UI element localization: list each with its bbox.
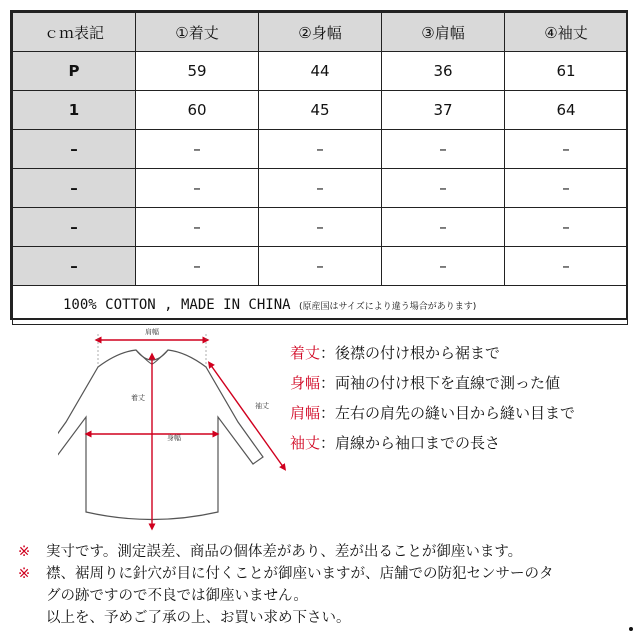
- table-cell: –: [382, 208, 505, 247]
- table-cell: 36: [382, 52, 505, 91]
- size-label: –: [13, 247, 136, 286]
- shoulder-diagram-label: 肩幅: [145, 328, 159, 336]
- legend-desc: ：左右の肩先の縫い目から縫い目まで: [320, 404, 576, 422]
- legend-item: [290, 374, 630, 404]
- table-cell: –: [136, 130, 259, 169]
- legend-desc: ：両袖の付け根下を直線で測った値: [320, 374, 561, 392]
- table-row: [13, 247, 628, 286]
- note-text: 襟、裾周りに針穴が目に付くことが御座いますが、店舗での防犯センサーのタ: [46, 566, 554, 582]
- material-text: 100% COTTON , MADE IN CHINA: [63, 297, 291, 313]
- table-cell: –: [505, 208, 628, 247]
- sleeve-diagram-label: 袖丈: [255, 402, 269, 410]
- shirt-diagram: [58, 322, 308, 542]
- table-cell: –: [382, 247, 505, 286]
- table-cell: –: [259, 169, 382, 208]
- width-diagram-label: 身幅: [167, 434, 181, 442]
- table-cell: –: [136, 169, 259, 208]
- table-cell: 64: [505, 91, 628, 130]
- length-diagram-label: 着丈: [131, 394, 145, 402]
- shirt-outline: [58, 350, 263, 520]
- legend-key: 着丈: [290, 344, 321, 362]
- table-cell: 60: [136, 91, 259, 130]
- table-cell: –: [382, 169, 505, 208]
- size-label: –: [13, 169, 136, 208]
- legend-item: [290, 404, 630, 434]
- table-row: [13, 208, 628, 247]
- table-cell: 44: [259, 52, 382, 91]
- table-cell: 61: [505, 52, 628, 91]
- legend-key: 身幅: [290, 374, 321, 392]
- header-cell: ｃｍ表記: [13, 13, 136, 52]
- size-label: P: [13, 52, 136, 91]
- table-cell: –: [136, 247, 259, 286]
- notes: [18, 541, 633, 629]
- note-text: 実寸です。測定誤差、商品の個体差があり、差が出ることが御座います。: [46, 544, 523, 560]
- legend-item: [290, 344, 630, 374]
- header-cell: ③肩幅: [382, 13, 505, 52]
- table-row: [13, 52, 628, 91]
- material-cell: [13, 286, 628, 325]
- table-cell: 45: [259, 91, 382, 130]
- size-label: –: [13, 130, 136, 169]
- table-row: [13, 130, 628, 169]
- legend-desc: ：後襟の付け根から裾まで: [320, 344, 501, 362]
- legend-desc: ：肩線から袖口までの長さ: [320, 434, 501, 452]
- note-line: [18, 563, 633, 585]
- corner-dot: [629, 627, 633, 631]
- note-mark: ※: [18, 544, 31, 560]
- note-line: グの跡ですので不良では御座いません。: [46, 588, 308, 604]
- size-label: 1: [13, 91, 136, 130]
- table-row: [13, 169, 628, 208]
- size-label: –: [13, 208, 136, 247]
- origin-note: (原産国はサイズにより違う場合があります): [299, 302, 477, 312]
- table-cell: –: [259, 208, 382, 247]
- table-cell: –: [505, 169, 628, 208]
- note-line: 以上を、予めご了承の上、お買い求め下さい。: [46, 610, 351, 626]
- sleeve-arrow: [210, 364, 284, 468]
- table-cell: –: [505, 130, 628, 169]
- header-cell: ②身幅: [259, 13, 382, 52]
- table-cell: –: [382, 130, 505, 169]
- header-cell: ④袖丈: [505, 13, 628, 52]
- table-cell: –: [136, 208, 259, 247]
- material-row: [13, 286, 628, 325]
- header-cell: ①着丈: [136, 13, 259, 52]
- table-cell: 59: [136, 52, 259, 91]
- note-line: [18, 541, 633, 563]
- legend-item: [290, 434, 630, 464]
- measurement-legend: [290, 344, 630, 464]
- legend-key: 肩幅: [290, 404, 321, 422]
- table-cell: –: [505, 247, 628, 286]
- table-cell: –: [259, 130, 382, 169]
- size-table: [12, 12, 628, 325]
- table-cell: –: [259, 247, 382, 286]
- legend-key: 袖丈: [290, 434, 321, 452]
- table-cell: 37: [382, 91, 505, 130]
- note-mark: ※: [18, 566, 31, 582]
- table-header-row: [13, 13, 628, 52]
- table-row: [13, 91, 628, 130]
